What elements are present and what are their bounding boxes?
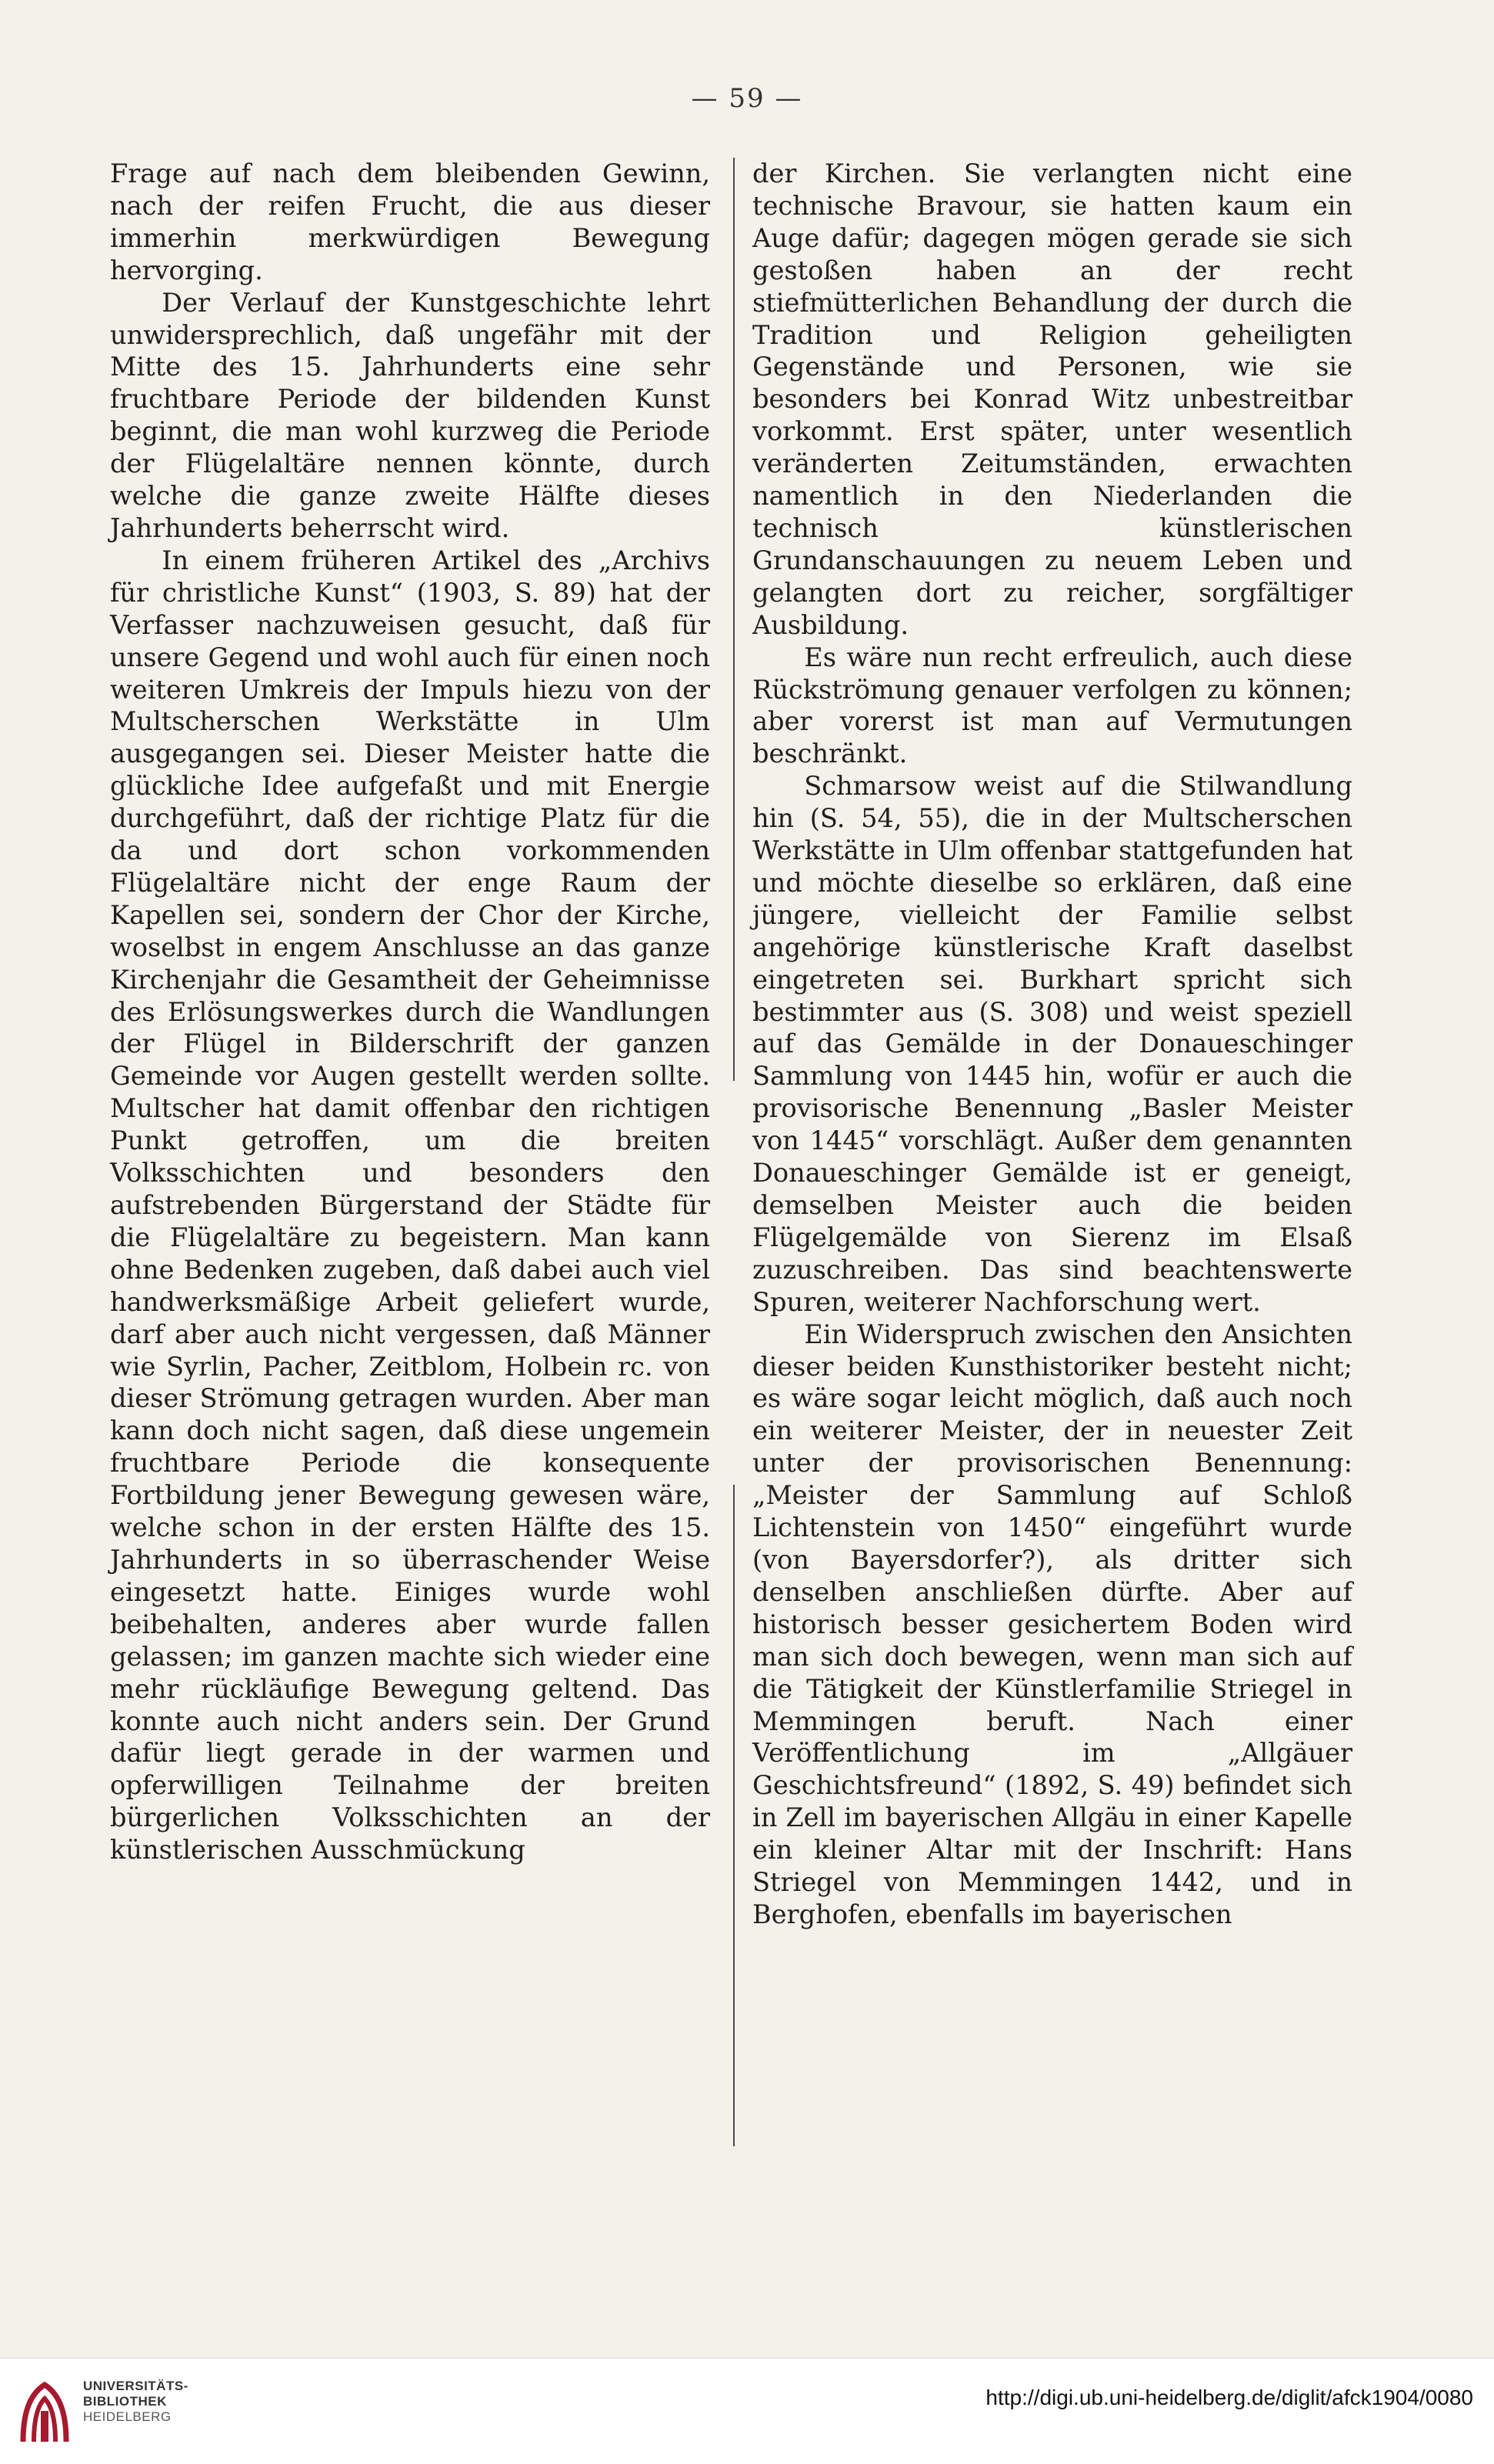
left-paragraph-2: Der Verlauf der Kunstgeschichte lehrt unwidersprechlich, daß ungefähr mit der Mitte des 15. Jahrhunderts eine sehr fruchtbare Periode der bildenden Kunst beginnt, die man wohl kurzweg die Periode der Flügelaltäre nennen könnte, durch welche die ganze zweite Hälfte dieses Jahrhunderts beherrscht wird. <box>110 287 710 543</box>
permalink-url[interactable]: http://digi.ub.uni-heidelberg.de/diglit/afck1904/0080 <box>985 2386 1473 2409</box>
page-number: — 59 — <box>691 83 803 114</box>
library-logo[interactable] <box>17 2379 188 2449</box>
logo-line-1: UNIVERSITÄTS- <box>83 2379 188 2393</box>
column-divider-lower <box>733 1485 735 2146</box>
right-paragraph-3: Schmarsow weist auf die Stilwandlung hin (S. 54, 55), die in der Multscherschen Werkstätte in Ulm offenbar stattgefunden hat und möchte dieselbe so erklären, daß eine jüngere, vielleicht der Familie selbst angehörige künstlerische Kraft daselbst eingetreten sei. Burkhart spricht sich bestimmter aus (S. 308) und weist speziell auf das Gemälde in der Donaueschinger Sammlung von 1445 hin, wofür er auch die provisorische Benennung „Basler Meister von 1445“ vorschlägt. Außer dem genannten Donaueschinger Gemälde ist er geneigt, demselben Meister auch die beiden Flügelgemälde von Sierenz im Elsaß zuzuschreiben. Das sind beachtenswerte Spuren, weiterer Nachforschung wert. <box>752 771 1352 1317</box>
right-paragraph-4: Ein Widerspruch zwischen den Ansichten dieser beiden Kunsthistoriker besteht nicht; es wäre sogar leicht möglich, daß auch noch ein weiterer Meister, der in neuester Zeit unter der provisorischen Benennung: „Meister der Sammlung auf Schloß Lichtenstein von 1450“ eingeführt wurde (von Bayersdorfer?), als dritter sich denselben anschließen dürfte. Aber auf historisch besser gesichertem Boden wird man sich doch bewegen, wenn man sich auf die Tätigkeit der Künstlerfamilie Striegel in Memmingen beruft. Nach einer Veröffentlichung im „Allgäuer Geschichtsfreund“ (1892, S. 49) befindet sich in Zell im bayerischen Allgäu in einer Kapelle ein kleiner Altar mit der Inschrift: Hans Striegel von Memmingen 1442, und in Berghofen, ebenfalls im bayerischen <box>752 1319 1352 1929</box>
library-name <box>83 2379 188 2425</box>
right-column <box>752 158 1352 1931</box>
left-paragraph-3: In einem früheren Artikel des „Archivs für christliche Kunst“ (1903, S. 89) hat der Verfasser nachzuweisen gesucht, daß für unsere Gegend und wohl auch für einen noch weiteren Umkreis der Impuls hiezu von der Multscherschen Werkstätte in Ulm ausgegangen sei. Dieser Meister hatte die glückliche Idee aufgefaßt und mit Energie durchgeführt, daß der richtige Platz für die da und dort schon vorkommenden Flügelaltäre nicht der enge Raum der Kapellen sei, sondern der Chor der Kirche, woselbst in engem Anschlusse an das ganze Kirchenjahr die Gesamtheit der Geheimnisse des Erlösungswerkes durch die Wandlungen der Flügel in Bilderschrift der ganzen Gemeinde vor Augen gestellt werden sollte. Multscher hat damit offenbar den richtigen Punkt getroffen, um die breiten Volksschichten und besonders den aufstrebenden Bürgerstand der Städte für die Flügelaltäre zu begeistern. Man kann ohne Bedenken zugeben, daß dabei auch viel handwerksmäßige Arbeit geliefert wurde, darf aber auch nicht vergessen, daß Männer wie Syrlin, Pacher, Zeitblom, Holbein rc. von dieser Strömung getragen wurden. Aber man kann doch nicht sagen, daß diese ungemein fruchtbare Periode die konsequente Fortbildung jener Bewegung gewesen wäre, welche schon in der ersten Hälfte des 15. Jahrhunderts in so überraschender Weise eingesetzt hatte. Einiges wurde wohl beibehalten, anderes aber wurde fallen gelassen; im ganzen machte sich wieder eine mehr rückläufige Bewegung geltend. Das konnte auch nicht anders sein. Der Grund dafür liegt gerade in der warmen und opferwilligen Teilnahme der breiten bürgerlichen Volksschichten an der künstlerischen Ausschmückung <box>110 545 710 1866</box>
left-paragraph-1: Frage auf nach dem bleibenden Gewinn, nach der reifen Frucht, die aus dieser immerhin merkwürdigen Bewegung hervorging. <box>110 158 710 285</box>
viewer-footer <box>0 2358 1494 2464</box>
left-column <box>110 158 710 1866</box>
column-divider <box>733 158 735 1081</box>
logo-line-3: HEIDELBERG <box>83 2409 172 2424</box>
logo-line-2: BIBLIOTHEK <box>83 2394 167 2409</box>
right-paragraph-2: Es wäre nun recht erfreulich, auch diese Rückströmung genauer verfolgen zu können; aber vorerst ist man auf Vermutungen beschränkt. <box>752 642 1352 769</box>
heidelberg-seal-icon <box>17 2379 72 2449</box>
right-paragraph-1: der Kirchen. Sie verlangten nicht eine technische Bravour, sie hatten kaum ein Auge dafür; dagegen mögen gerade sie sich gestoßen haben an der recht stiefmütterlichen Behandlung der durch die Tradition und Religion geheiligten Gegenstände und Personen, wie sie besonders bei Konrad Witz unbestreitbar vorkommt. Erst später, unter wesentlich veränderten Zeitumständen, erwachten namentlich in den Niederlanden die technisch künstlerischen Grundanschauungen zu neuem Leben und gelangten dort zu reicher, sorgfältiger Ausbildung. <box>752 158 1352 640</box>
